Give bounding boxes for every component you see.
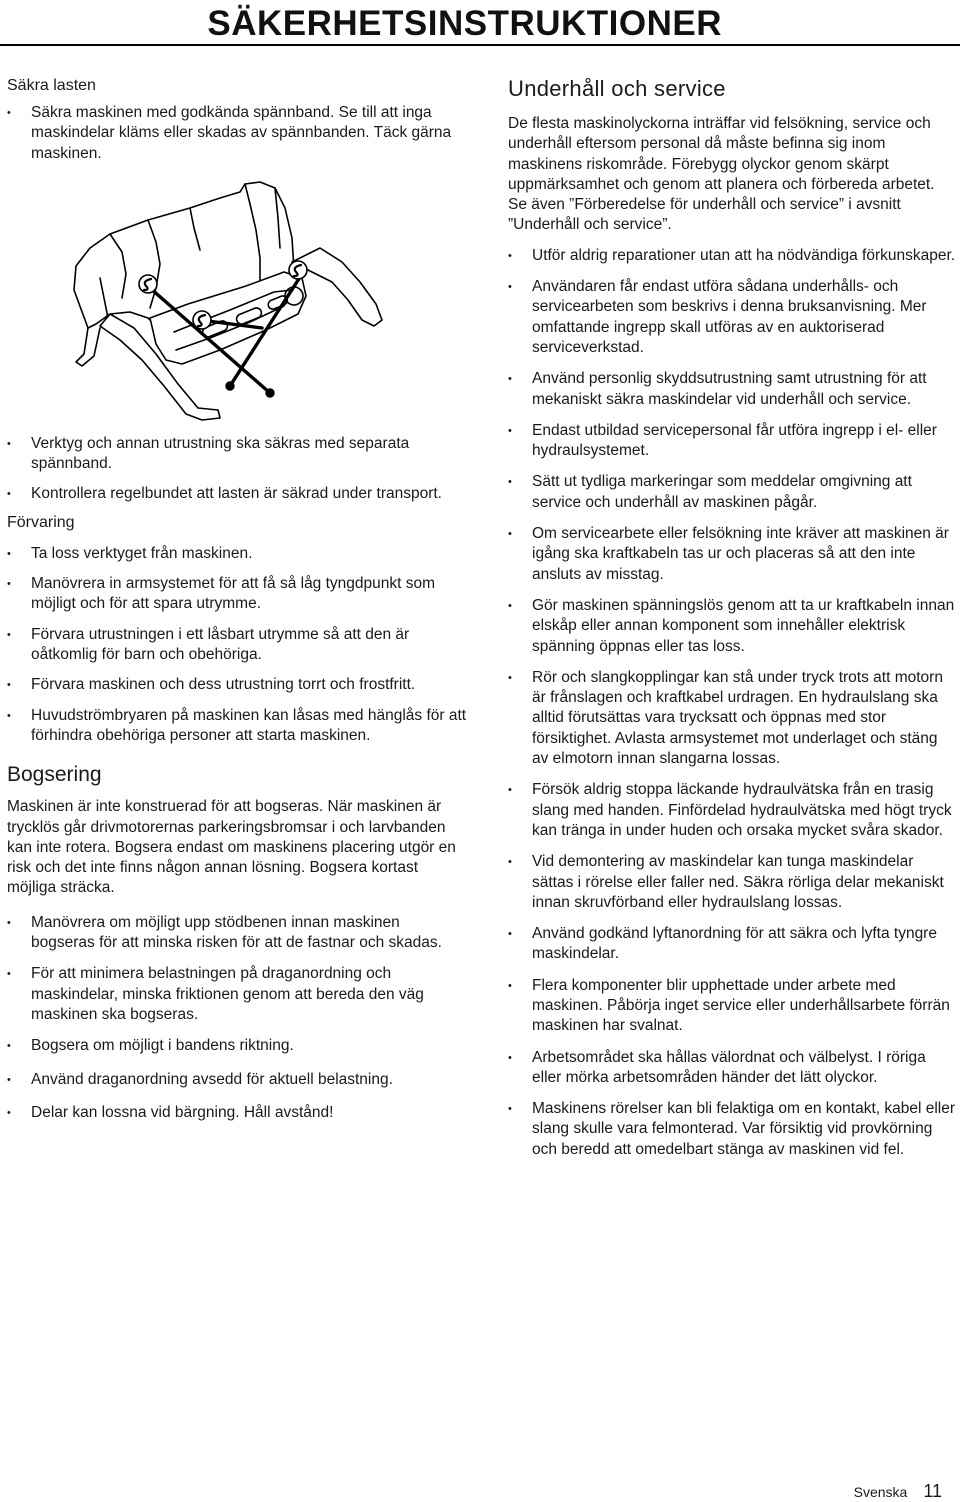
list-item: • Förvara maskinen och dess utrustning torrt och frostfritt. [7, 675, 467, 695]
list-item: • Manövrera in armsystemet för att få så låg tyngdpunkt som möjligt och för att spara utrymme. [7, 574, 467, 615]
right-column [508, 76, 956, 1160]
title-divider [0, 44, 960, 46]
list-item: • Användaren får endast utföra sådana underhålls- och servicearbeten som beskrivs i denna bruksanvisning. Mer omfattande ingrepp skall utföras av en auktoriserad serviceverkstad. [508, 277, 956, 358]
list-item: • Rör och slangkopplingar kan stå under tryck trots att motorn är frånslagen och kraftkabel urdragen. En hydraulslang ska alltid förutsättas vara trycksatt och öppnas med stor försiktighet. Avlasta armsystemet mot underlaget och stäng av elmotorn innan slangarna lossas. [508, 668, 956, 769]
left-column-continued [7, 434, 467, 1123]
bullet-list-sakra-bottom [7, 434, 467, 504]
heading-bogsering: Bogsering [7, 763, 102, 787]
list-item: • Försök aldrig stoppa läckande hydraulvätska från en trasig slang med handen. Finfördelad hydraulvätska med högt tryck kan tränga in under huden och orsaka mycket svåra skador. [508, 780, 956, 841]
list-item: • Verktyg och annan utrustning ska säkras med separata spännband. [7, 434, 467, 475]
bullet-list-forvaring [7, 544, 467, 746]
list-item: • Säkra maskinen med godkända spännband. Se till att inga maskindelar kläms eller skadas av spännbanden. Täck gärna maskinen. [7, 103, 467, 164]
list-item: • Endast utbildad servicepersonal får utföra ingrepp i el- eller hydraulsystemet. [508, 421, 956, 462]
bullet-list-underhall [508, 246, 956, 1160]
page-number: 11 [923, 1481, 942, 1501]
footer-language: Svenska [853, 1484, 908, 1500]
list-item: • Vid demontering av maskindelar kan tunga maskindelar sättas i rörelse eller faller ned. Säkra rörliga delar mekaniskt innan skruvförband eller hydraulslang lossas. [508, 852, 956, 913]
list-item: • Huvudströmbryaren på maskinen kan låsas med hänglås för att förhindra obehöriga personer att starta maskinen. [7, 706, 467, 747]
list-item: • Använd godkänd lyftanordning för att säkra och lyfta tyngre maskindelar. [508, 924, 956, 965]
heading-sakra-lasten: Säkra lasten [7, 77, 96, 94]
list-item: • Sätt ut tydliga markeringar som meddelar omgivning att service och underhåll av maskinen pågår. [508, 472, 956, 513]
heading-underhall-service: Underhåll och service [508, 76, 726, 101]
list-item: • Gör maskinen spänningslös genom att ta ur kraftkabeln innan elskåp eller annan komponent som innehåller elektrisk spänning öppnas eller tas loss. [508, 596, 956, 657]
list-item: • För att minimera belastningen på draganordning och maskindelar, minska friktionen genom att bereda den väg maskinen ska bogseras. [7, 964, 467, 1025]
list-item: • Delar kan lossna vid bärgning. Håll avstånd! [7, 1103, 467, 1123]
machine-illustration-svg [70, 178, 400, 423]
list-item: • Arbetsområdet ska hållas välordnat och välbelyst. I röriga eller mörka arbetsområden händer det lätt olyckor. [508, 1048, 956, 1089]
list-item: • Manövrera om möjligt upp stödbenen innan maskinen bogseras för att minska risken för att de fastnar och skadas. [7, 913, 467, 954]
list-item: • Förvara utrustningen i ett låsbart utrymme så att den är oåtkomlig för barn och obehöriga. [7, 625, 467, 666]
bullet-list-bogsering [7, 913, 467, 1123]
page-title: SÄKERHETSINSTRUKTIONER [207, 4, 722, 43]
heading-forvaring: Förvaring [7, 513, 75, 531]
list-item: • Om servicearbete eller felsökning inte kräver att maskinen är igång ska kraftkabeln tas ur och placeras så att den inte ansluts av misstag. [508, 524, 956, 585]
list-item: • Bogsera om möjligt i bandens riktning. [7, 1036, 467, 1056]
list-item: • Använd draganordning avsedd för aktuell belastning. [7, 1070, 467, 1090]
list-item: • Ta loss verktyget från maskinen. [7, 544, 467, 564]
list-item: • Kontrollera regelbundet att lasten är säkrad under transport. [7, 484, 467, 504]
list-item: • Flera komponenter blir upphettade under arbete med maskinen. Påbörja inget service eller underhållsarbete förrän maskinen har svalnat. [508, 976, 956, 1037]
paragraph-underhall-intro: De flesta maskinolyckorna inträffar vid felsökning, service och underhåll eftersom personal då måste befinna sig inom maskinens riskområde. Förebygg olyckor genom skärpt uppmärksamhet och genom att planera och förbereda arbetet. Se även ”Förberedelse för underhåll och service” i avsnitt ”Underhåll och service”. [508, 115, 935, 234]
left-column [7, 76, 467, 164]
list-item: • Använd personlig skyddsutrustning samt utrustning för att mekaniskt säkra maskindelar vid underhåll och service. [508, 369, 956, 410]
illustration-machine-strapped [70, 178, 400, 423]
list-item: • Maskinens rörelser kan bli felaktiga om en kontakt, kabel eller slang skulle vara felmonterad. Var försiktig vid provkörning och beredd att omedelbart stänga av maskinen vid fel. [508, 1099, 956, 1160]
list-item: • Utför aldrig reparationer utan att ha nödvändiga förkunskaper. [508, 246, 956, 266]
bullet-list-sakra-top [7, 103, 467, 164]
paragraph-bogsering-intro: Maskinen är inte konstruerad för att bogseras. När maskinen är trycklös går drivmotorernas parkeringsbromsar i och larvbanden kan inte rotera. Bogsera endast om maskinens placering utgör en risk och det inte finns någon annan lösning. Bogsera kortast möjliga sträcka. [7, 798, 456, 897]
